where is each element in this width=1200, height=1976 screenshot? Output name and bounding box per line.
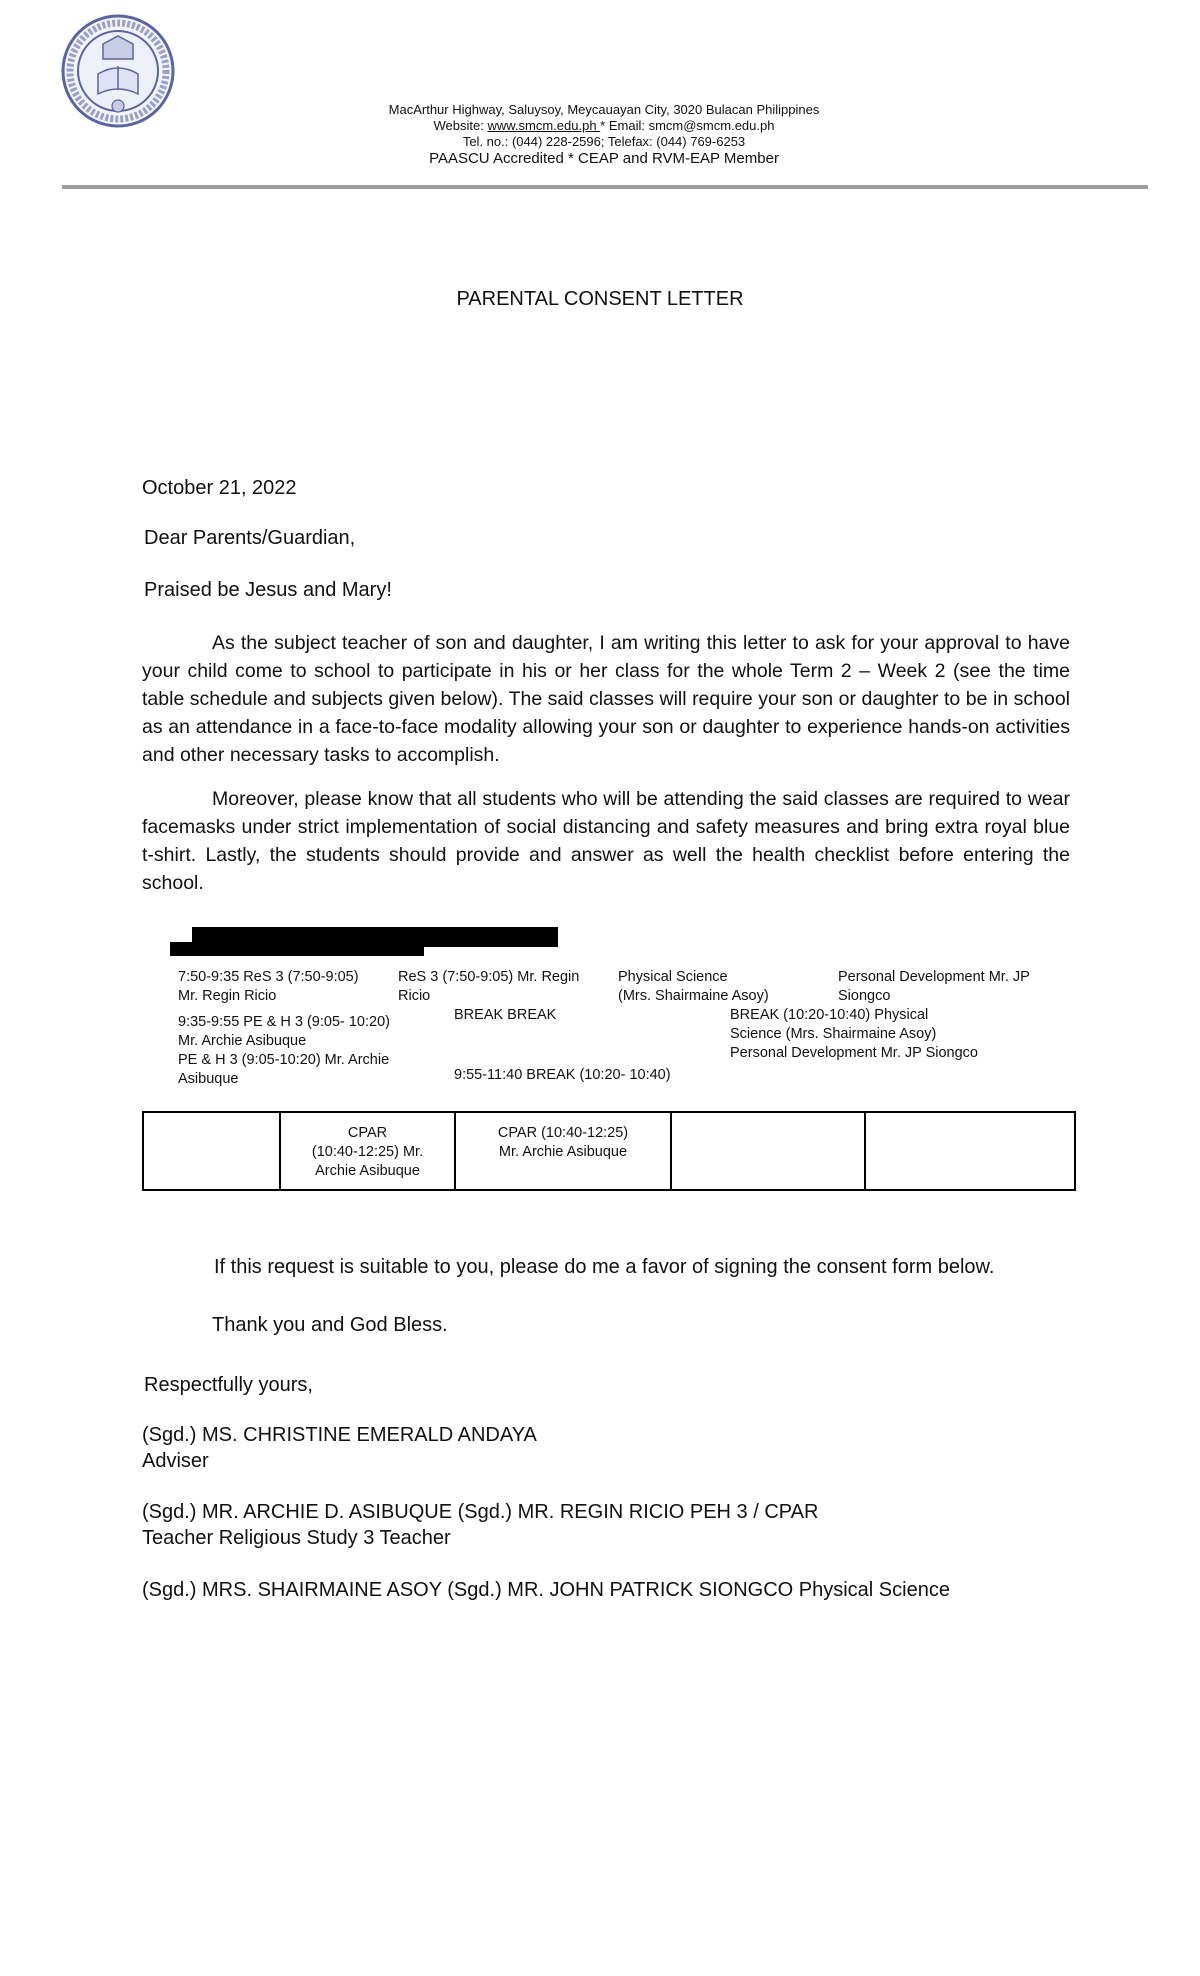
body-paragraph-1: As the subject teacher of son and daughter, I am writing this letter to ask for your approval to have your child come to school to participate in his or her class for the whole Term 2 – Week 2 (see the time table schedule and subjects given below). The said classes will require your son or daughter to be in school as an attendance in a face-to-face modality allowing your son or daughter to experience hands-on activities and other necessary tasks to accomplish. xyxy=(142,632,1070,766)
table-cell-cpar: CPAR (10:40-12:25) Mr. Archie Asibuque xyxy=(311,1125,424,1179)
table-divider xyxy=(670,1111,672,1191)
letter-salutation: Dear Parents/Guardian, xyxy=(144,527,356,549)
header-divider xyxy=(62,185,1148,189)
letter-date: October 21, 2022 xyxy=(142,477,297,499)
redaction-bar xyxy=(170,942,424,956)
schedule-row1-col2: ReS 3 (7:50-9:05) Mr. Regin Ricio xyxy=(398,969,580,1004)
schedule-row1-col1: 7:50-9:35 ReS 3 (7:50-9:05) Mr. Regin Ricio xyxy=(178,969,359,1004)
letter-greeting: Praised be Jesus and Mary! xyxy=(144,579,392,601)
header-website-email xyxy=(0,118,1200,134)
closing-request: If this request is suitable to you, please do me a favor of signing the consent form below. xyxy=(214,1256,995,1278)
header-address: MacArthur Highway, Saluysoy, Meycauayan City, 3020 Bulacan Philippines xyxy=(388,102,820,117)
letter-title: PARENTAL CONSENT LETTER xyxy=(456,288,744,310)
table-cell-cpar-2: CPAR (10:40-12:25) Mr. Archie Asibuque xyxy=(497,1125,629,1160)
email-text: * Email: smcm@smcm.edu.ph xyxy=(600,118,775,133)
signatory-adviser-role: Adviser xyxy=(142,1450,209,1472)
signatory-teachers-2: (Sgd.) MRS. SHAIRMAINE ASOY (Sgd.) MR. JOHN PATRICK SIONGCO Physical Science xyxy=(142,1579,950,1601)
signatory-teachers-1: (Sgd.) MR. ARCHIE D. ASIBUQUE (Sgd.) MR. REGIN RICIO PEH 3 / CPAR xyxy=(142,1501,819,1523)
closing-thanks: Thank you and God Bless. xyxy=(212,1314,448,1336)
header-accreditation: PAASCU Accredited * CEAP and RVM-EAP Member xyxy=(429,150,779,167)
schedule-row2-col2-time: 9:55-11:40 BREAK (10:20- 10:40) xyxy=(454,1067,671,1083)
table-divider xyxy=(864,1111,866,1191)
schedule-row2-col3: BREAK (10:20-10:40) Physical Science (Mrs. Shairmaine Asoy) Personal Development Mr. JP Siongco xyxy=(730,1007,978,1061)
body-paragraph-2: Moreover, please know that all students who will be attending the said classes are required to wear facemasks under strict implementation of social distancing and safety measures and bring extra royal blue t-shirt. Lastly, the students should provide and answer as well the health checklist before entering the school. xyxy=(142,788,1070,894)
header-telephone: Tel. no.: (044) 228-2596; Telefax: (044) 769-6253 xyxy=(462,134,746,149)
closing-respectfully: Respectfully yours, xyxy=(144,1374,313,1396)
signatory-teachers-1-role: Teacher Religious Study 3 Teacher xyxy=(142,1527,451,1549)
website-link[interactable]: www.smcm.edu.ph xyxy=(487,118,601,133)
schedule-row2-col1: 9:35-9:55 PE & H 3 (9:05- 10:20) Mr. Archie Asibuque PE & H 3 (9:05-10:20) Mr. Archie Asibuque xyxy=(178,1014,390,1087)
signatory-adviser: (Sgd.) MS. CHRISTINE EMERALD ANDAYA xyxy=(142,1424,537,1446)
schedule-row1-col4: Personal Development Mr. JP Siongco xyxy=(838,969,1030,1004)
schedule-row2-col2: BREAK BREAK xyxy=(454,1007,557,1023)
schedule-row1-col3: Physical Science (Mrs. Shairmaine Asoy) xyxy=(618,969,769,1004)
website-label: Website: xyxy=(433,118,488,133)
